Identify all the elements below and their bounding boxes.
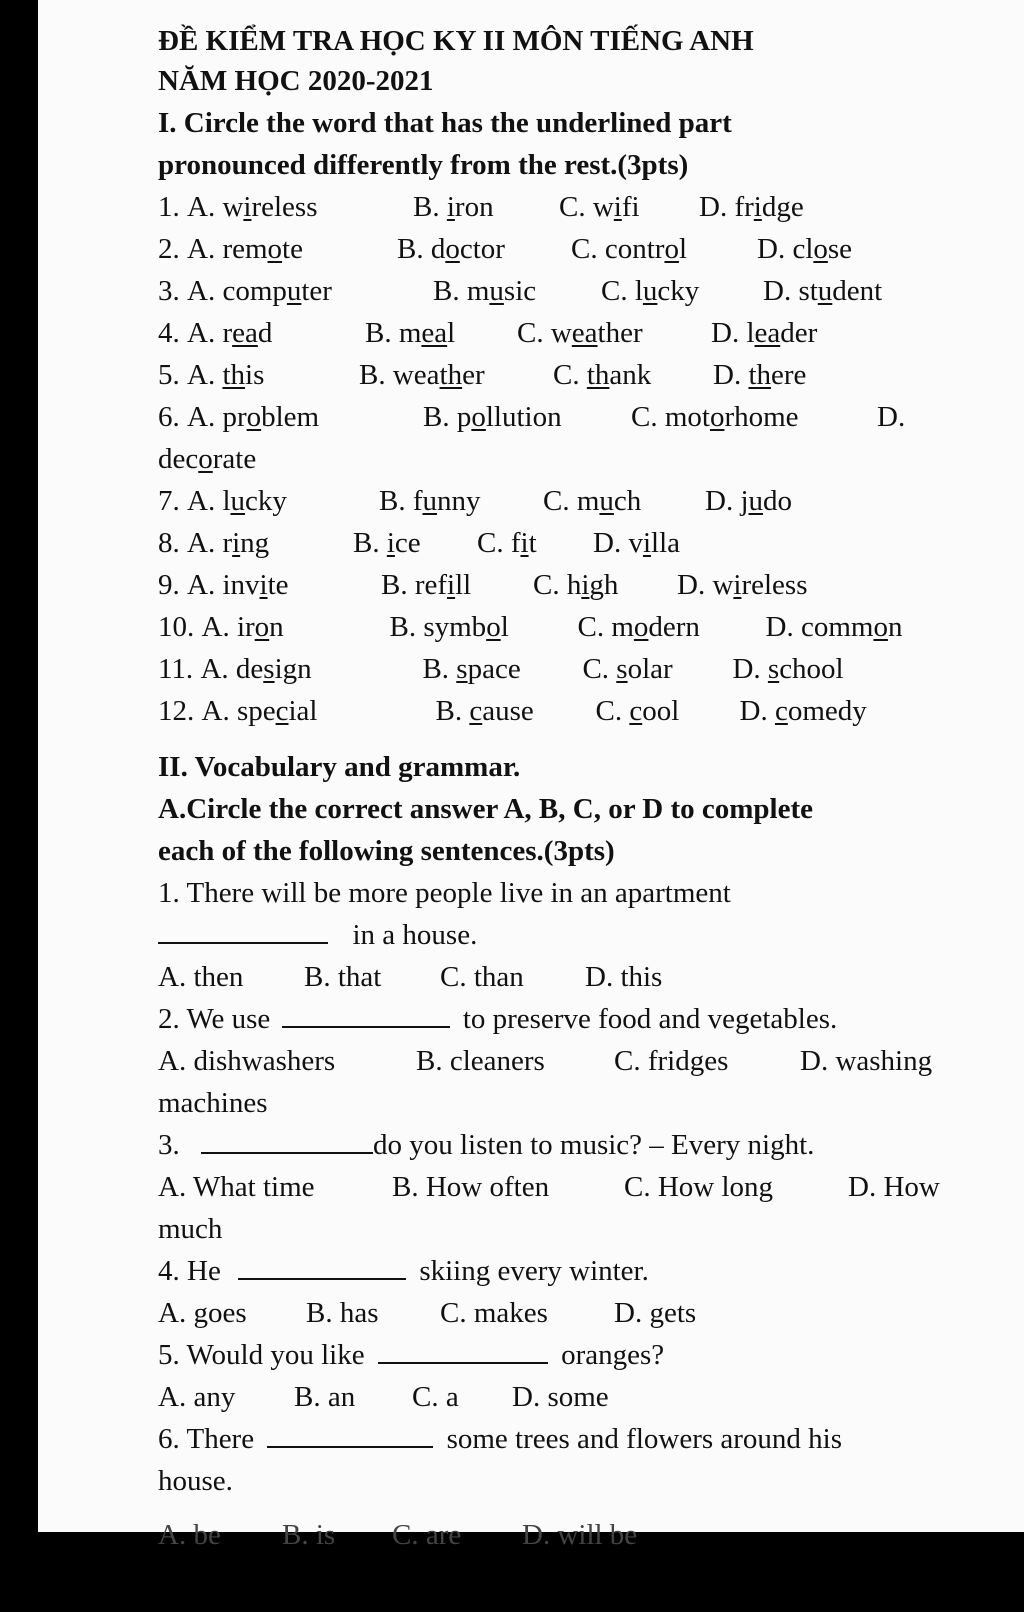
option: D. villa xyxy=(593,527,681,559)
option: D. some xyxy=(512,1381,609,1413)
underlined-part: o xyxy=(471,401,486,433)
option: B. cleaners xyxy=(416,1045,545,1077)
option: B. has xyxy=(306,1297,379,1329)
option: D. will be xyxy=(522,1519,638,1551)
option: C. control xyxy=(571,233,687,265)
q2-text-post: to preserve food and vegetables. xyxy=(462,1003,838,1035)
title-line-2: NĂM HỌC 2020-2021 xyxy=(158,65,434,97)
option: C. weather xyxy=(517,317,643,349)
option: C. a xyxy=(412,1381,459,1413)
option: A. dishwashers xyxy=(158,1045,336,1077)
option: A. lucky xyxy=(187,485,287,517)
s1-question-row xyxy=(158,484,792,518)
s1-question-row xyxy=(158,274,882,308)
option: C. lucky xyxy=(601,275,700,307)
q6-options-cut xyxy=(158,1518,637,1552)
q2-text-pre: 2. We use xyxy=(158,1003,271,1035)
underlined-part: i xyxy=(447,569,456,601)
option: A. this xyxy=(187,359,265,391)
option: B. weather xyxy=(359,359,485,391)
option: B. ice xyxy=(353,527,421,559)
q4-text-pre: 4. He xyxy=(158,1255,221,1287)
underlined-part: u xyxy=(599,485,614,517)
option: C. cool xyxy=(595,695,680,727)
s1-question-row xyxy=(158,358,806,392)
underlined-part: c xyxy=(774,695,788,727)
option: B. space xyxy=(422,653,521,685)
underlined-part: c xyxy=(275,695,289,727)
q1-line-1: 1. There will be more people live in an apartment xyxy=(158,877,731,909)
s1-question-row xyxy=(158,610,902,644)
answer-blank xyxy=(238,1256,406,1280)
s1-question-row xyxy=(158,652,844,686)
option: A. read xyxy=(187,317,273,349)
option: C. motorhome xyxy=(631,401,799,433)
section2-sub-line-1: A.Circle the correct answer A, B, C, or D to complete xyxy=(158,793,814,825)
answer-blank xyxy=(201,1130,373,1154)
q3-text-pre: 3. xyxy=(158,1129,180,1161)
underlined-part: u xyxy=(642,275,658,307)
underlined-part: i xyxy=(581,569,590,601)
option: C. fridges xyxy=(614,1045,729,1077)
answer-blank xyxy=(267,1424,433,1448)
underlined-part: i xyxy=(642,527,652,559)
option: A. computer xyxy=(187,275,332,307)
underlined-part: u xyxy=(817,275,833,307)
q5-line xyxy=(158,1338,664,1372)
option: D. washing xyxy=(800,1045,933,1077)
option: B. iron xyxy=(413,191,494,223)
underlined-part: ea xyxy=(421,317,448,349)
option: A. goes xyxy=(158,1297,247,1329)
underlined-part: u xyxy=(422,485,437,517)
s1-question-row xyxy=(158,400,905,434)
underlined-part: i xyxy=(613,191,622,223)
option: A. ring xyxy=(187,527,270,559)
underlined-part: o xyxy=(267,233,283,265)
q3-line xyxy=(158,1128,814,1162)
q5-text-pre: 5. Would you like xyxy=(158,1339,365,1371)
underlined-part: th xyxy=(748,359,772,391)
s1-question-row-cont: decorate xyxy=(158,443,257,475)
option: C. are xyxy=(392,1519,462,1551)
question-number: 5. xyxy=(158,359,187,391)
q2-options-cont: machines xyxy=(158,1087,268,1119)
option: A. problem xyxy=(187,401,320,433)
option: C. high xyxy=(533,569,619,601)
q3-options-cont: much xyxy=(158,1213,223,1245)
underlined-part: o xyxy=(445,233,460,265)
q1-options xyxy=(158,960,662,994)
underlined-part: o xyxy=(198,443,213,475)
option: B. refill xyxy=(381,569,472,601)
underlined-part: ea xyxy=(754,317,781,349)
q3-text-post: do you listen to music? – Every night. xyxy=(373,1129,815,1161)
option: A. then xyxy=(158,961,244,993)
q6-text-pre: 6. There xyxy=(158,1423,255,1455)
underlined-part: s xyxy=(456,653,468,685)
s1-question-row xyxy=(158,232,852,266)
section1-heading-line-2: pronounced differently from the rest.(3pts) xyxy=(158,149,689,181)
q6-text-post: some trees and flowers around his xyxy=(446,1423,843,1455)
underlined-part: s xyxy=(616,653,628,685)
underlined-part: o xyxy=(246,401,262,433)
underlined-part: c xyxy=(629,695,643,727)
option: C. thank xyxy=(553,359,652,391)
underlined-part: i xyxy=(520,527,529,559)
option: A. What time xyxy=(158,1171,315,1203)
option: A. design xyxy=(200,653,312,685)
option: A. any xyxy=(158,1381,236,1413)
option: D. judo xyxy=(705,485,792,517)
q4-line xyxy=(158,1254,649,1288)
option: D. xyxy=(877,401,906,433)
title-line-1: ĐỀ KIỂM TRA HỌC KY II MÔN TIẾNG ANH xyxy=(158,25,754,57)
option: D. close xyxy=(757,233,853,265)
section2-heading: II. Vocabulary and grammar. xyxy=(158,751,521,783)
q2-options xyxy=(158,1044,932,1078)
underlined-part: i xyxy=(733,569,742,601)
option: B. funny xyxy=(379,485,481,517)
answer-blank xyxy=(378,1340,548,1364)
s1-question-row xyxy=(158,526,680,560)
q4-text-post: skiing every winter. xyxy=(419,1255,649,1287)
option: C. makes xyxy=(440,1297,548,1329)
underlined-part: u xyxy=(748,485,763,517)
question-number: 3. xyxy=(158,275,187,307)
underlined-part: s xyxy=(767,653,780,685)
question-number: 1. xyxy=(158,191,187,223)
option: C. than xyxy=(440,961,524,993)
question-number: 8. xyxy=(158,527,187,559)
option: D. common xyxy=(765,611,903,643)
underlined-part: ea xyxy=(571,317,598,349)
option: D. fridge xyxy=(699,191,804,223)
underlined-part: s xyxy=(263,653,275,685)
question-number: 10. xyxy=(158,611,202,643)
underlined-part: o xyxy=(486,611,501,643)
option: C. solar xyxy=(582,653,673,685)
q4-options xyxy=(158,1296,696,1330)
option: D. wireless xyxy=(677,569,808,601)
s1-question-row xyxy=(158,568,807,602)
question-number: 9. xyxy=(158,569,187,601)
underlined-part: o xyxy=(664,233,679,265)
option: D. student xyxy=(763,275,883,307)
option: B. an xyxy=(294,1381,356,1413)
exam-sheet xyxy=(38,0,1024,1551)
option: B. doctor xyxy=(397,233,505,265)
underlined-part: th xyxy=(222,359,246,391)
option: B. that xyxy=(304,961,382,993)
underlined-part: i xyxy=(243,191,252,223)
option: C. How long xyxy=(624,1171,774,1203)
q3-options xyxy=(158,1170,940,1204)
option: A. iron xyxy=(201,611,284,643)
option: B. pollution xyxy=(423,401,562,433)
question-number: 11. xyxy=(158,653,201,685)
underlined-part: u xyxy=(286,275,302,307)
underlined-part: th xyxy=(586,359,610,391)
option: D. this xyxy=(585,961,663,993)
option: C. fit xyxy=(477,527,537,559)
q1-text: in a house. xyxy=(352,919,478,951)
underlined-part: i xyxy=(232,527,241,559)
underlined-part: c xyxy=(469,695,483,727)
q2-line xyxy=(158,1002,837,1036)
q6-line xyxy=(158,1422,842,1456)
option: C. much xyxy=(543,485,642,517)
underlined-part: i xyxy=(446,191,455,223)
option: D. there xyxy=(713,359,807,391)
option: B. is xyxy=(282,1519,336,1551)
option: A. invite xyxy=(187,569,289,601)
underlined-part: o xyxy=(254,611,270,643)
q5-options xyxy=(158,1380,609,1414)
question-number: 4. xyxy=(158,317,187,349)
section1-heading-line-1: I. Circle the word that has the underlined part xyxy=(158,107,732,139)
option: B. How often xyxy=(392,1171,550,1203)
option: A. remote xyxy=(187,233,303,265)
option: A. special xyxy=(201,695,318,727)
option: A. be xyxy=(158,1519,221,1551)
section2-sub-line-2: each of the following sentences.(3pts) xyxy=(158,835,615,867)
option: D. gets xyxy=(614,1297,697,1329)
option: C. modern xyxy=(577,611,700,643)
underlined-part: u xyxy=(230,485,245,517)
option: B. cause xyxy=(435,695,534,727)
underlined-part: i xyxy=(259,569,268,601)
s1-question-row xyxy=(158,694,867,728)
answer-blank xyxy=(282,1004,450,1028)
question-number: 2. xyxy=(158,233,187,265)
underlined-part: ea xyxy=(232,317,258,349)
underlined-part: th xyxy=(439,359,463,391)
s1-question-row xyxy=(158,190,804,224)
option: B. meal xyxy=(365,317,456,349)
option: B. music xyxy=(433,275,537,307)
underlined-part: o xyxy=(709,401,725,433)
underlined-part: i xyxy=(386,527,395,559)
option: D. comedy xyxy=(739,695,867,727)
option: D. leader xyxy=(711,317,818,349)
question-number: 7. xyxy=(158,485,187,517)
question-number: 6. xyxy=(158,401,187,433)
underlined-part: i xyxy=(753,191,762,223)
underlined-part: o xyxy=(873,611,888,643)
underlined-part: u xyxy=(489,275,504,307)
option: D. How xyxy=(848,1171,940,1203)
answer-blank xyxy=(158,920,328,944)
q5-text-post: oranges? xyxy=(561,1339,665,1371)
question-number: 12. xyxy=(158,695,202,727)
option: C. wifi xyxy=(559,191,640,223)
q1-line-2 xyxy=(158,918,477,952)
underlined-part: o xyxy=(813,233,828,265)
s1-question-row xyxy=(158,316,817,350)
option: A. wireless xyxy=(187,191,318,223)
underlined-part: o xyxy=(633,611,649,643)
option: B. symbol xyxy=(389,611,509,643)
q6-line-cont: house. xyxy=(158,1465,233,1497)
option: D. school xyxy=(732,653,844,685)
